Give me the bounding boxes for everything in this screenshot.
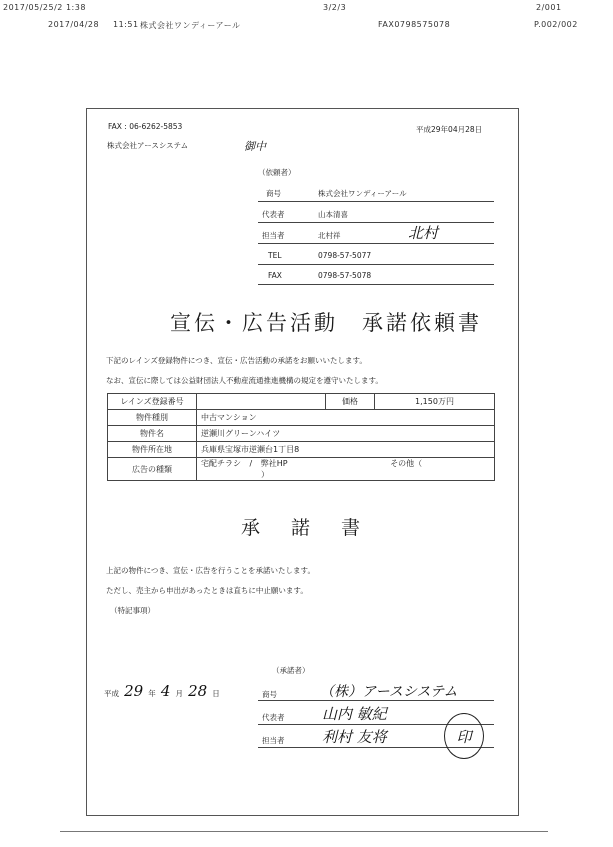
consenter-label: 商号 [262,690,277,699]
consenter-value: 山内 敏紀 [322,705,387,723]
fax-header-date: 2017/04/28 [48,20,100,29]
consenter-label: 担当者 [262,736,285,745]
media-website: 弊社HP [260,459,288,468]
requester-value: 0798-57-5077 [318,251,372,260]
intro-line-2: なお、宣伝に際しては公益財団法人不動産流通推進機構の規定を遵守いたします。 [106,376,383,385]
fax-header-sender: 株式会社ワンディーアール [140,21,241,30]
requester-label: 代表者 [262,210,285,219]
consent-date-day: 28 [188,682,208,700]
requester-label: 担当者 [262,231,285,240]
consent-line-1: 上記の物件につき、宣伝・広告を行うことを承諾いたします。 [106,566,315,575]
document-title: 宣伝・広告活動 承諾依頼書 [170,311,482,335]
requester-value: 0798-57-5078 [318,271,372,280]
price-label: 価格 [326,394,375,410]
address-label: 物件所在地 [108,442,197,458]
consent-date-m: 月 [175,689,184,698]
recipient-name: 株式会社アースシステム [107,141,189,150]
consent-line-2: ただし、売主から申出があったときは直ちに中止願います。 [106,586,308,595]
special-notes-label: （特記事項） [110,606,155,615]
consent-date-year: 29 [124,682,144,700]
table-row [108,458,495,481]
price-value: 1,150万円 [375,394,495,410]
company-seal-stamp [444,713,484,759]
requester-heading: （依頼者） [258,168,296,177]
consent-date-month: 4 [160,682,171,700]
bottom-rule [60,831,548,832]
fax-header-faxno: FAX0798575078 [378,20,451,29]
consent-title: 承 諾 書 [241,517,367,539]
fax-header-line1-center: 3/2/3 [323,3,347,12]
table-row [108,394,495,410]
consent-date-d: 日 [212,689,220,698]
recipient-suffix: 御中 [244,140,266,153]
name-label: 物件名 [108,426,197,442]
table-row [108,426,495,442]
reins-label: レインズ登録番号 [108,394,197,410]
seal-text: 印 [456,728,472,746]
consent-date [104,681,220,700]
fax-header-line1-left: 2017/05/25/2 1:38 [3,3,86,12]
table-row [108,410,495,426]
consenter-value: 利村 友将 [322,728,387,746]
requester-label: FAX [268,271,282,280]
consent-date-y: 年 [148,689,156,698]
requester-value: 北村祥 [318,231,341,240]
consenter-heading: （承諾者） [272,666,310,675]
fax-header-time: 11:51 [113,20,139,29]
reins-value [197,394,326,410]
table-row [108,442,495,458]
media-value [197,458,495,481]
type-value: 中古マンション [197,410,495,426]
requester-value: 山本清喜 [318,210,348,219]
media-close: ） [261,470,269,479]
requester-value: 株式会社ワンディーアール [318,189,407,198]
media-label: 広告の種類 [108,458,197,481]
requester-label: TEL [268,251,282,260]
consenter-label: 代表者 [262,713,285,722]
name-value: 逆瀬川グリーンハイツ [197,426,495,442]
handwritten-initial: 北村 [408,224,439,242]
document-date: 平成29年04月28日 [416,125,483,134]
consenter-value: （株）アースシステム [320,684,458,700]
fax-number: FAX : 06-6262-5853 [108,122,183,131]
property-table [107,393,495,481]
requester-label: 商号 [266,189,281,198]
fax-header-page: P.002/002 [534,20,578,29]
consent-date-era: 平成 [104,689,119,698]
media-flyer: 宅配チラシ [201,459,241,468]
media-separator: / [249,459,253,468]
media-other: その他（ [390,459,423,468]
fax-header-line1-right: 2/001 [536,3,562,12]
type-label: 物件種別 [108,410,197,426]
address-value: 兵庫県宝塚市逆瀬台1丁目8 [197,442,495,458]
intro-line-1: 下記のレインズ登録物件につき、宣伝・広告活動の承諾をお願いいたします。 [106,356,367,365]
